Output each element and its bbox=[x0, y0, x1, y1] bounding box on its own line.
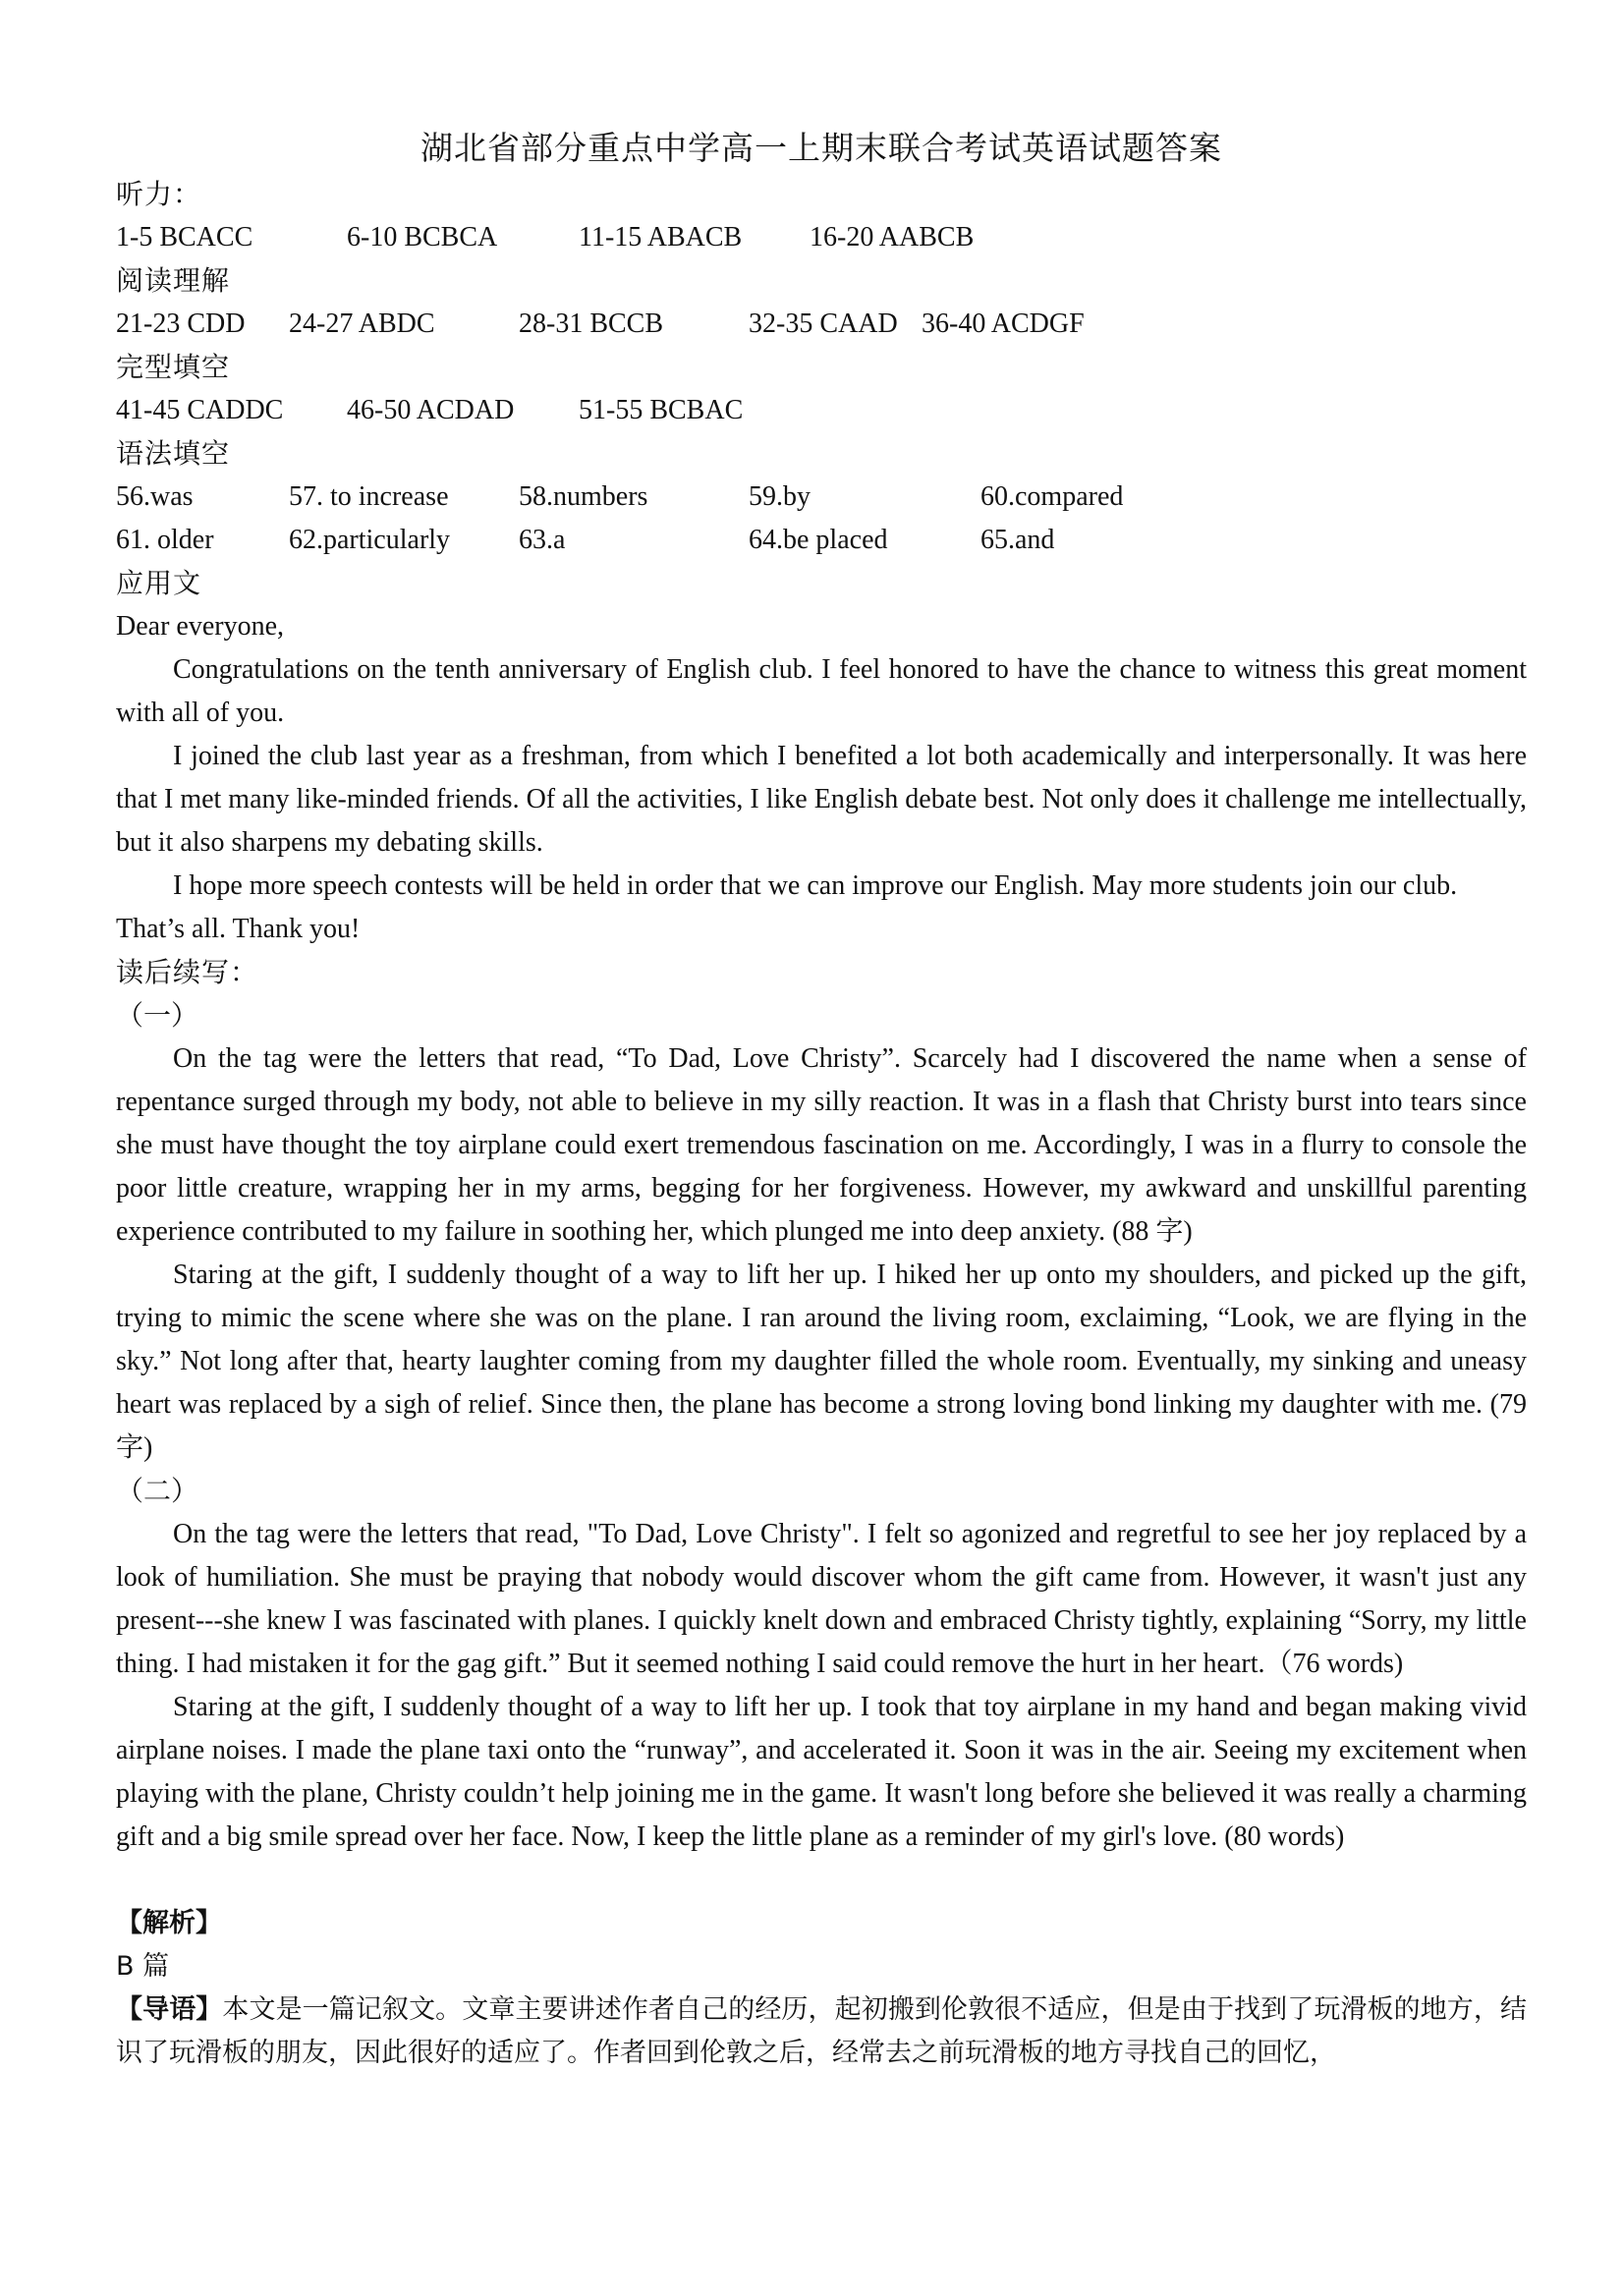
continuation-heading: 读后续写： bbox=[116, 956, 259, 988]
cloze-answers bbox=[116, 389, 1527, 432]
answer-item: 51-55 BCBAC bbox=[579, 395, 744, 425]
answer-item: 61. older bbox=[116, 525, 214, 555]
passage-label: B 篇 bbox=[116, 1951, 170, 1982]
answer-item: 32-35 CAAD bbox=[749, 308, 898, 339]
intro-paragraph bbox=[116, 1988, 1527, 2075]
analysis-heading: 【解析】 bbox=[116, 1908, 222, 1938]
reading-answers bbox=[116, 303, 1527, 346]
answer-item: 24-27 ABDC bbox=[289, 308, 435, 339]
story-paragraph: Staring at the gift, I suddenly thought of a way to lift her up. I hiked her up onto my shoulders, and picked up the gift, trying to mimic the scene where she was on the plane. I ran around the living room, exclaiming, “Look, we are flying in the sky.” Not long after that, hearty laughter coming from my daughter filled the whole room. Eventually, my sinking and uneasy heart was replaced by a sigh of relief. Since then, the plane has become a strong loving bond linking my daughter with me. (79 字) bbox=[116, 1260, 1527, 1463]
version-1-label: （一） bbox=[116, 999, 199, 1032]
answer-item: 11-15 ABACB bbox=[579, 222, 743, 252]
page-title: 湖北省部分重点中学高一上期末联合考试英语试题答案 bbox=[420, 132, 1222, 167]
intro-label: 【导语】 bbox=[116, 1994, 223, 2025]
answer-item: 60.compared bbox=[980, 481, 1124, 512]
answer-item: 1-5 BCACC bbox=[116, 222, 253, 252]
answer-item: 62.particularly bbox=[289, 525, 451, 555]
listening-heading: 听力： bbox=[116, 178, 202, 210]
grammar-answers-row-1 bbox=[116, 476, 1527, 519]
answer-item: 63.a bbox=[519, 525, 566, 555]
answer-item: 6-10 BCBCA bbox=[347, 222, 498, 252]
answer-item: 21-23 CDD bbox=[116, 308, 246, 339]
practical-writing-heading: 应用文 bbox=[116, 567, 202, 599]
answer-item: 65.and bbox=[980, 525, 1055, 555]
letter-paragraph: I joined the club last year as a freshman, from which I benefited a lot both academically and interpersonally. It was here that I met many like-minded friends. Of all the activities, I like English debate best. Not only does it challenge me intellectually, but it also sharpens my debating skills. bbox=[116, 741, 1527, 858]
answer-item: 59.by bbox=[749, 481, 811, 512]
answer-item: 36-40 ACDGF bbox=[922, 308, 1085, 339]
answer-item: 64.be placed bbox=[749, 525, 888, 555]
letter-paragraph: I hope more speech contests will be held in order that we can improve our English. May more students join our club. bbox=[173, 870, 1458, 901]
letter-salutation: Dear everyone, bbox=[116, 611, 285, 642]
grammar-heading: 语法填空 bbox=[116, 437, 231, 470]
grammar-answers-row-2 bbox=[116, 519, 1527, 562]
answer-item: 41-45 CADDC bbox=[116, 395, 284, 425]
reading-heading: 阅读理解 bbox=[116, 264, 231, 297]
story-paragraph: On the tag were the letters that read, “To Dad, Love Christy”. Scarcely had I discovered the name when a sense of repentance surged through my body, not able to believe in my silly reaction. It was in a flash that Christy burst into tears since she must have thought the toy airplane could exert tremendous fascination on me. Accordingly, I was in a flurry to console the poor little creature, wrapping her in my arms, begging for her forgiveness. However, my awkward and unskillful parenting experience contributed to my failure in soothing her, which plunged me into deep anxiety. (88 字) bbox=[116, 1043, 1527, 1247]
answer-item: 58.numbers bbox=[519, 481, 648, 512]
answer-item: 46-50 ACDAD bbox=[347, 395, 515, 425]
answer-item: 16-20 AABCB bbox=[810, 222, 975, 252]
answer-item: 57. to increase bbox=[289, 481, 449, 512]
intro-text: 本文是一篇记叙文。文章主要讲述作者自己的经历，起初搬到伦敦很不适应，但是由于找到了玩滑板的地方，结识了玩滑板的朋友，因此很好的适应了。作者回到伦敦之后，经常去之前玩滑板的地方寻找自己的回忆， bbox=[116, 1994, 1528, 2068]
answer-item: 28-31 BCCB bbox=[519, 308, 664, 339]
answer-key-page bbox=[116, 128, 1527, 2075]
letter-paragraph: Congratulations on the tenth anniversary of English club. I feel honored to have the chance to witness this great moment with all of you. bbox=[116, 654, 1527, 728]
listening-answers bbox=[116, 216, 1527, 259]
letter-closing: That’s all. Thank you! bbox=[116, 914, 361, 944]
version-2-label: （二） bbox=[116, 1475, 199, 1507]
answer-item: 56.was bbox=[116, 481, 194, 512]
story-paragraph: Staring at the gift, I suddenly thought of a way to lift her up. I took that toy airplane in my hand and began making vivid airplane noises. I made the plane taxi onto the “runway”, and accelerated it. Soon it was in the air. Seeing my excitement when playing with the plane, Christy couldn’t help joining me in the game. It wasn't long before she believed it was really a charming gift and a big smile spread over her face. Now, I keep the little plane as a reminder of my girl's love. (80 words) bbox=[116, 1692, 1527, 1852]
cloze-heading: 完型填空 bbox=[116, 351, 231, 383]
spacer bbox=[116, 1859, 1527, 1902]
story-paragraph: On the tag were the letters that read, "To Dad, Love Christy". I felt so agonized and regretful to see her joy replaced by a look of humiliation. She must be praying that nobody would discover whom the gift came from. However, it wasn't just any present---she knew I was fascinated with planes. I quickly knelt down and embraced Christy tightly, explaining “Sorry, my little thing. I had mistaken it for the gag gift.” But it seemed nothing I said could remove the hurt in her heart.（76 words) bbox=[116, 1519, 1527, 1679]
